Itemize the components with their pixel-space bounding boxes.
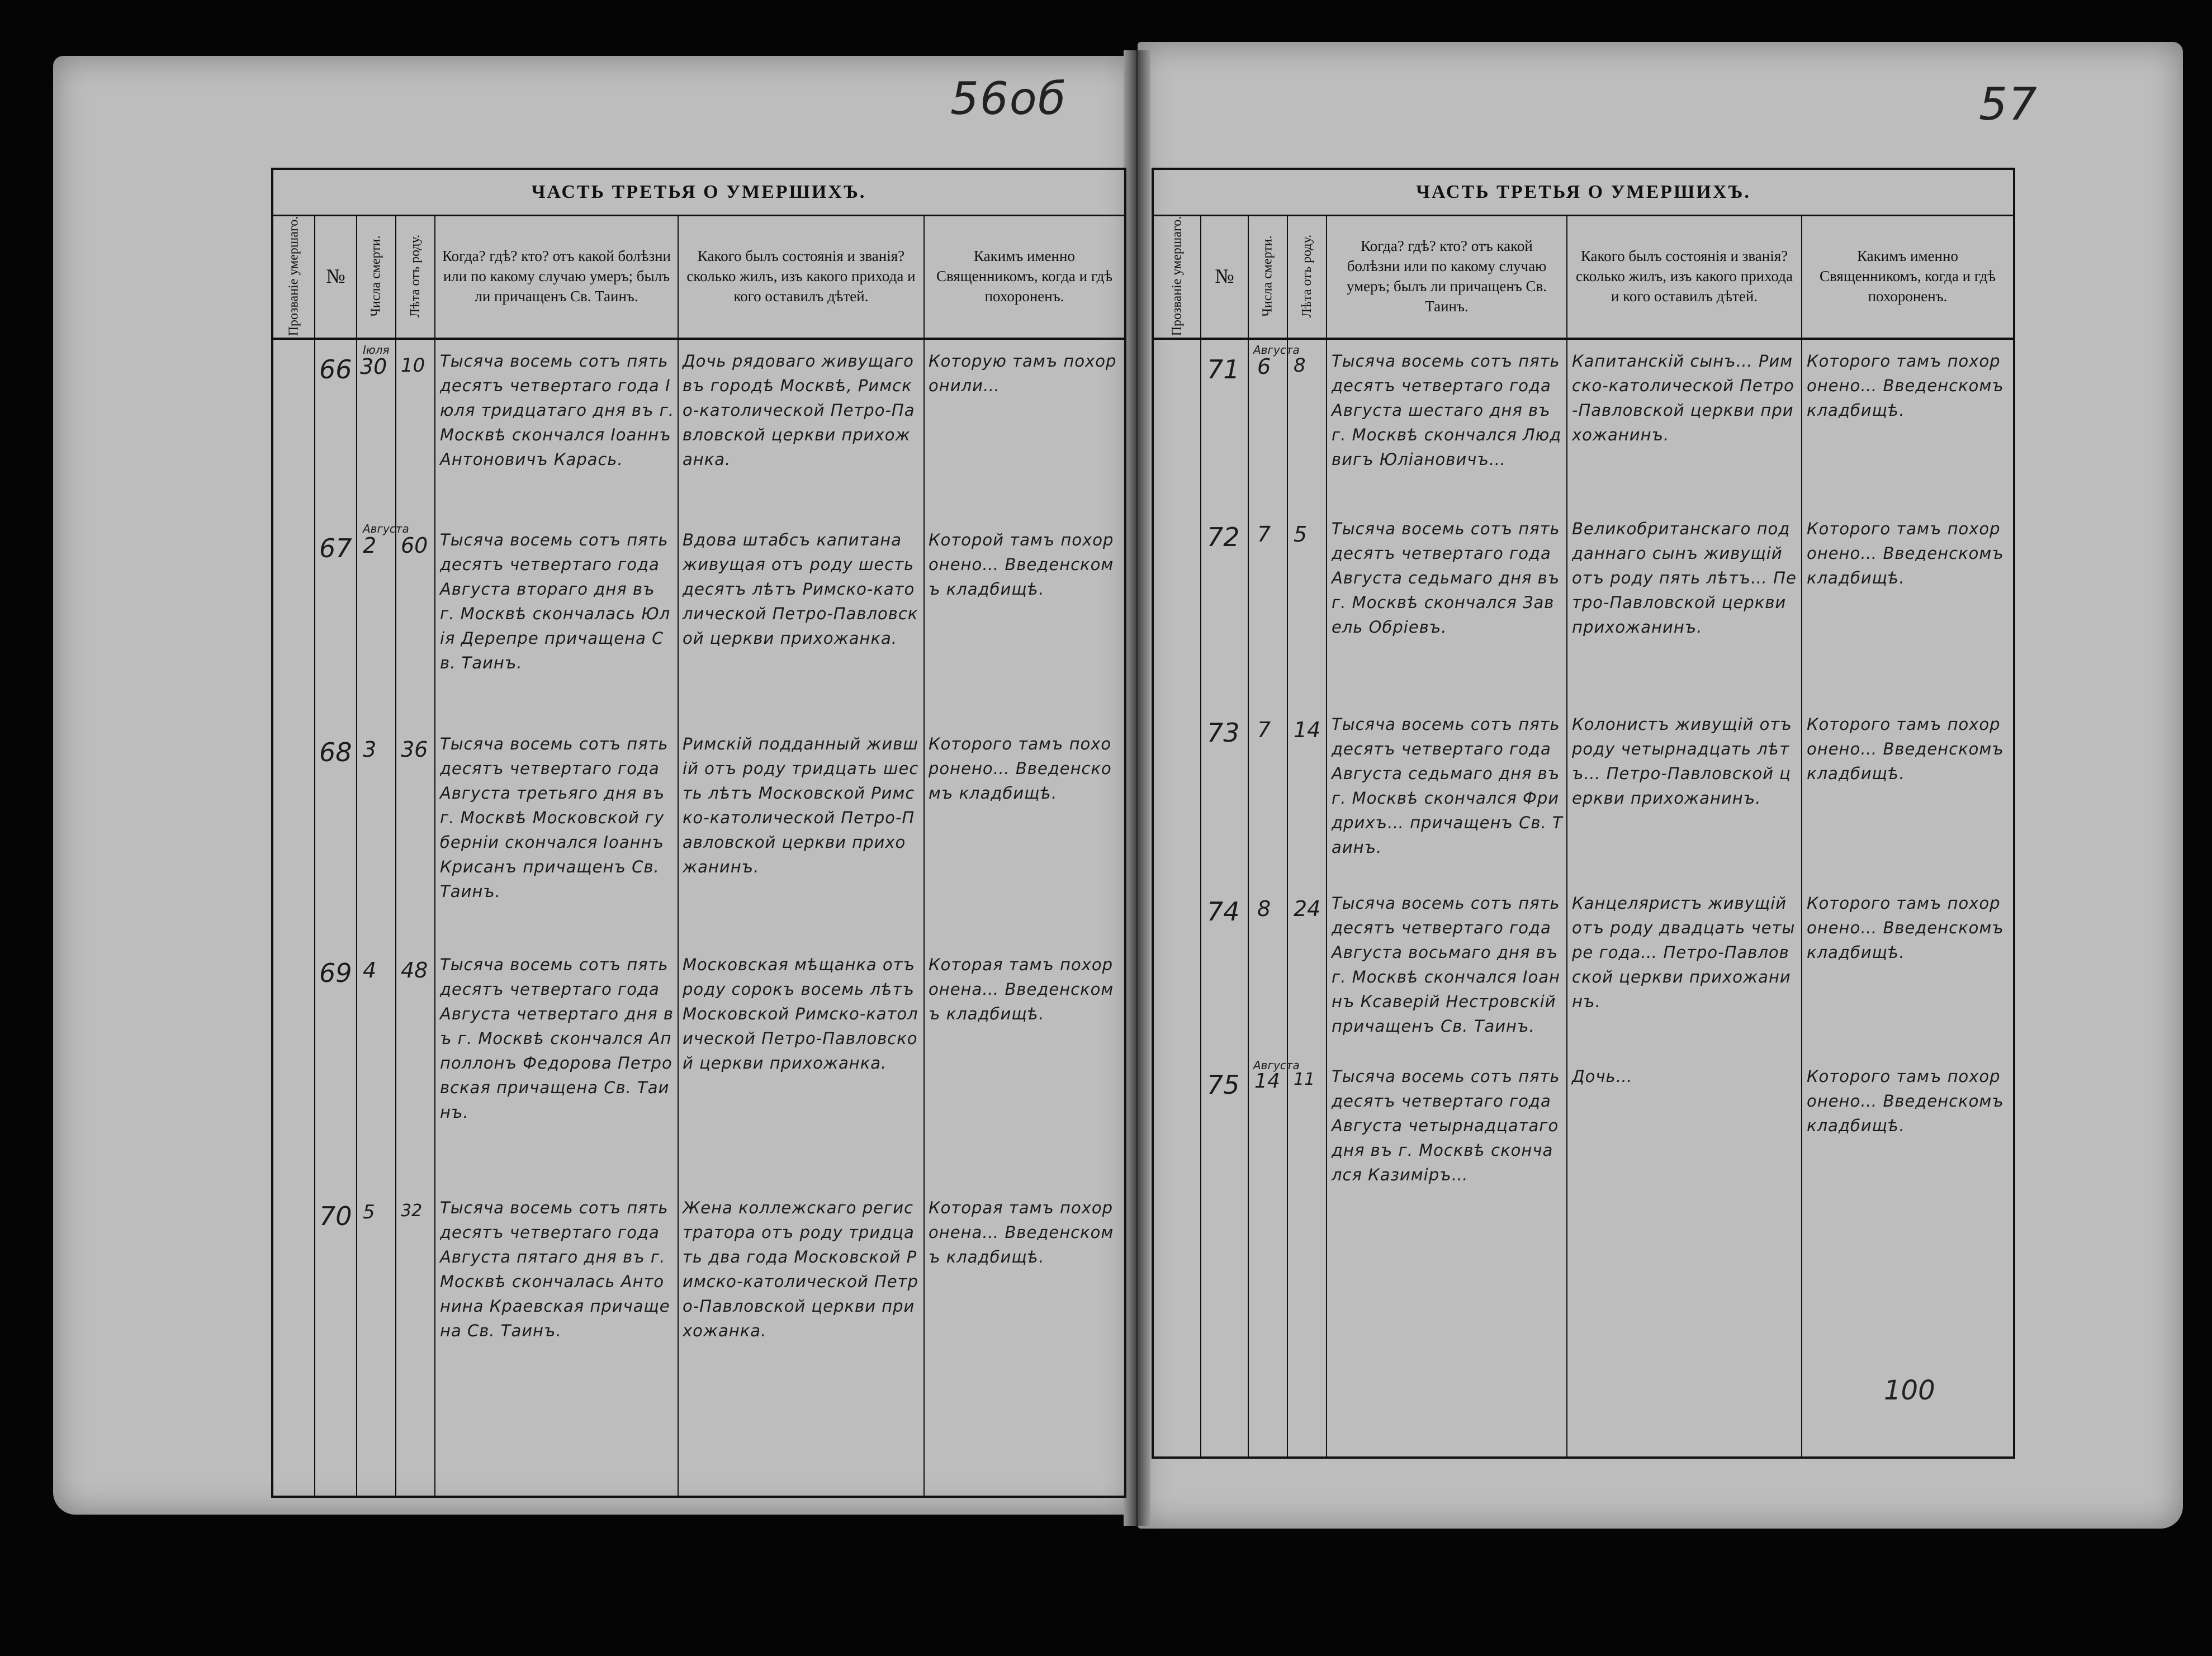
record-month: Августа [1253, 343, 1300, 357]
header-status: Какого былъ состоянія и званія? сколько жилъ, изъ какого прихода и кого оставилъ дѣтей. [1567, 215, 1802, 338]
register-table-left [271, 168, 1126, 1498]
record-number: 74 [1207, 896, 1240, 927]
record-age: 60 [401, 533, 428, 558]
record-status: Римскій подданный жившій отъ роду тридцать шесть лѣтъ Московской Римско-католической Петро-Павловской церкви прихожанинъ. [683, 734, 919, 876]
record-death-details: Тысяча восемь сотъ пятьдесятъ четвертаго года Августа третьяго дня въ г. Москвѣ Московской губерніи скончался Іоаннъ Крисанъ причащенъ Св. Таинъ. [440, 734, 669, 901]
record-death-details: Тысяча восемь сотъ пятьдесятъ четвертаго года Августа восьмаго дня въ г. Москвѣ скончался Іоаннъ Ксаверій Нестровскій причащенъ Св. Таинъ. [1332, 894, 1560, 1036]
header-status: Какого былъ состоянія и званія? сколько жилъ, изъ какого прихода и кого оставилъ дѣтей. [679, 215, 925, 338]
record-age: 24 [1294, 896, 1321, 921]
record-age: 8 [1294, 354, 1306, 377]
record-month: Августа [1253, 1059, 1300, 1072]
record-age: 5 [1294, 522, 1308, 547]
record-burial: Которого тамъ похоронено… Введенскомъ кладбищѣ. [1807, 894, 2004, 962]
record-number: 71 [1207, 354, 1240, 385]
record-status: Жена коллежскаго регистратора отъ роду тридцать два года Московской Римско-католической Петро-Павловской церкви прихожанка. [683, 1198, 918, 1340]
record-death-details: Тысяча восемь сотъ пятьдесятъ четвертаго года Августа четырнадцатаго дня въ г. Москвѣ скончался Казиміръ… [1332, 1067, 1560, 1184]
page-number-left: 56об [950, 73, 1067, 125]
record-date: 4 [363, 958, 377, 983]
record-burial: Которого тамъ похоронено… Введенскомъ кладбищѣ. [1807, 519, 2004, 587]
record-status: Капитанскій сынъ… Римско-католической Петро-Павловской церкви прихожанинъ. [1572, 352, 1794, 444]
column-rule [1287, 338, 1288, 1456]
record-death-details: Тысяча восемь сотъ пятьдесятъ четвертаго года Августа седьмаго дня въ г. Москвѣ скончался Завель Обріевъ. [1332, 519, 1560, 637]
record-status: Дочь рядоваго живущаго въ городѣ Москвѣ, Римско-католической Петро-Павловской церкви прихожанка. [683, 352, 915, 469]
record-date: 30 [360, 354, 387, 379]
record-burial: Которая тамъ похоронена… Введенскомъ кладбищѣ. [929, 1198, 1114, 1266]
record-burial: Которая тамъ похоронена… Введенскомъ кладбищѣ. [929, 955, 1114, 1023]
record-age: 14 [1294, 718, 1321, 742]
column-rule [923, 338, 925, 1496]
record-month: Августа [363, 522, 409, 535]
record-status: Московская мѣщанка отъ роду сорокъ восемь лѣтъ Московской Римско-католической Петро-Павловской церкви прихожанка. [683, 955, 918, 1073]
record-age: 11 [1294, 1070, 1315, 1089]
header-date: Числа смерти. [357, 215, 396, 338]
record-status: Великобританскаго подданнаго сынъ живущій отъ роду пять лѣтъ… Петро-Павловской церкви прихожанинъ. [1572, 519, 1797, 637]
record-burial: Которого тамъ похоронено… Введенскомъ кладбищѣ. [929, 734, 1112, 803]
record-number: 70 [319, 1201, 352, 1231]
record-death-details: Тысяча восемь сотъ пятьдесятъ четвертаго года Іюля тридцатаго дня въ г. Москвѣ скончался Іоаннъ Антоновичъ Карась. [440, 352, 675, 469]
record-death-details: Тысяча восемь сотъ пятьдесятъ четвертаго года Августа пятаго дня въ г. Москвѣ скончалась Антонина Краевская причащена Св. Таинъ. [440, 1198, 670, 1340]
column-rule [678, 338, 679, 1496]
record-date: 3 [363, 737, 377, 762]
record-status: Колонистъ живущій отъ роду четырнадцать лѣтъ… Петро-Павловской церкви прихожанинъ. [1572, 715, 1792, 808]
record-number: 66 [319, 354, 352, 385]
record-death-details: Тысяча восемь сотъ пятьдесятъ четвертаго года Августа четвертаго дня въ г. Москвѣ скончался Апполлонъ Федорова Петровская причащена Св. Таинъ. [440, 955, 674, 1122]
record-date: 7 [1257, 718, 1271, 742]
record-death-details: Тысяча восемь сотъ пятьдесятъ четвертаго года Августа шестаго дня въ г. Москвѣ скончался Людвигъ Юліановичъ… [1332, 352, 1562, 469]
record-burial: Которой тамъ похоронено… Введенскомъ кладбищѣ. [929, 530, 1114, 599]
record-status: Канцеляристъ живущій отъ роду двадцать четыре года… Петро-Павловской церкви прихожанинъ. [1572, 894, 1796, 1011]
header-number: № [315, 215, 357, 338]
record-age: 36 [401, 737, 428, 762]
pencil-note: 100 [1884, 1375, 1935, 1406]
register-table-right [1152, 168, 2015, 1459]
record-date: 7 [1257, 522, 1271, 547]
table-title: ЧАСТЬ ТРЕТЬЯ О УМЕРШИХЪ. [273, 170, 1124, 216]
record-date: 8 [1257, 896, 1271, 921]
record-date: 6 [1257, 354, 1271, 379]
header-age: Лѣта отъ роду. [396, 215, 435, 338]
book-gutter [1124, 50, 1150, 1526]
header-divider [1154, 338, 2013, 340]
column-rule [1326, 338, 1327, 1456]
record-number: 69 [319, 958, 352, 988]
column-rule [395, 338, 396, 1496]
record-burial: Которого тамъ похоронено… Введенскомъ кладбищѣ. [1807, 1067, 2004, 1135]
record-burial: Которого тамъ похоронено… Введенскомъ кладбищѣ. [1807, 715, 2004, 783]
header-divider [273, 338, 1124, 340]
record-status: Дочь… [1572, 1067, 1633, 1086]
column-rule [434, 338, 435, 1496]
record-death-details: Тысяча восемь сотъ пятьдесятъ четвертаго года Августа втораго дня въ г. Москвѣ скончалась Юлія Дерепре причащена Св. Таинъ. [440, 530, 671, 672]
record-age: 32 [401, 1201, 423, 1221]
record-date: 5 [363, 1201, 375, 1223]
column-rule [1566, 338, 1567, 1456]
header-number: № [1201, 215, 1249, 338]
record-death-details: Тысяча восемь сотъ пятьдесятъ четвертаго года Августа седьмаго дня въ г. Москвѣ скончался Фридрихъ… причащенъ Св. Таинъ. [1332, 715, 1563, 857]
record-month: Іюля [363, 343, 390, 357]
table-title: ЧАСТЬ ТРЕТЬЯ О УМЕРШИХЪ. [1154, 170, 2013, 216]
column-rule [1200, 338, 1201, 1456]
column-rule [314, 338, 315, 1496]
record-age: 48 [401, 958, 428, 983]
record-number: 72 [1207, 522, 1240, 552]
record-number: 75 [1207, 1070, 1240, 1100]
header-priest: Какимъ именно Священникомъ, когда и гдѣ похороненъ. [1820, 248, 1996, 305]
header-surname: Прозваніе умершаго. [1154, 215, 1201, 338]
header-surname: Прозваніе умершаго. [273, 215, 315, 338]
record-number: 68 [319, 737, 352, 767]
header-when: Когда? гдѣ? кто? отъ какой болѣзни или по какому случаю умеръ; былъ ли причащенъ Св. Таинъ. [435, 215, 679, 338]
record-date: 2 [363, 533, 377, 558]
record-age: 10 [401, 354, 425, 377]
record-number: 67 [319, 533, 352, 563]
page-number-right: 57 [1979, 78, 2038, 130]
record-burial: Которую тамъ похоронили… [929, 352, 1117, 395]
header-priest: Какимъ именно Священникомъ, когда и гдѣ похороненъ. [936, 248, 1112, 305]
column-rule [1801, 338, 1802, 1456]
header-when: Когда? гдѣ? кто? отъ какой болѣзни или по какому случаю умеръ; былъ ли причащенъ Св. Таинъ. [1327, 215, 1567, 338]
column-rule [1248, 338, 1249, 1456]
header-date: Числа смерти. [1249, 215, 1288, 338]
record-status: Вдова штабсъ капитана живущая отъ роду шестьдесятъ лѣтъ Римско-католической Петро-Павловской церкви прихожанка. [683, 530, 918, 648]
record-date: 14 [1254, 1070, 1280, 1093]
header-age: Лѣта отъ роду. [1288, 215, 1327, 338]
record-burial: Которого тамъ похоронено… Введенскомъ кладбищѣ. [1807, 352, 2004, 420]
record-number: 73 [1207, 718, 1240, 748]
column-rule [356, 338, 357, 1496]
